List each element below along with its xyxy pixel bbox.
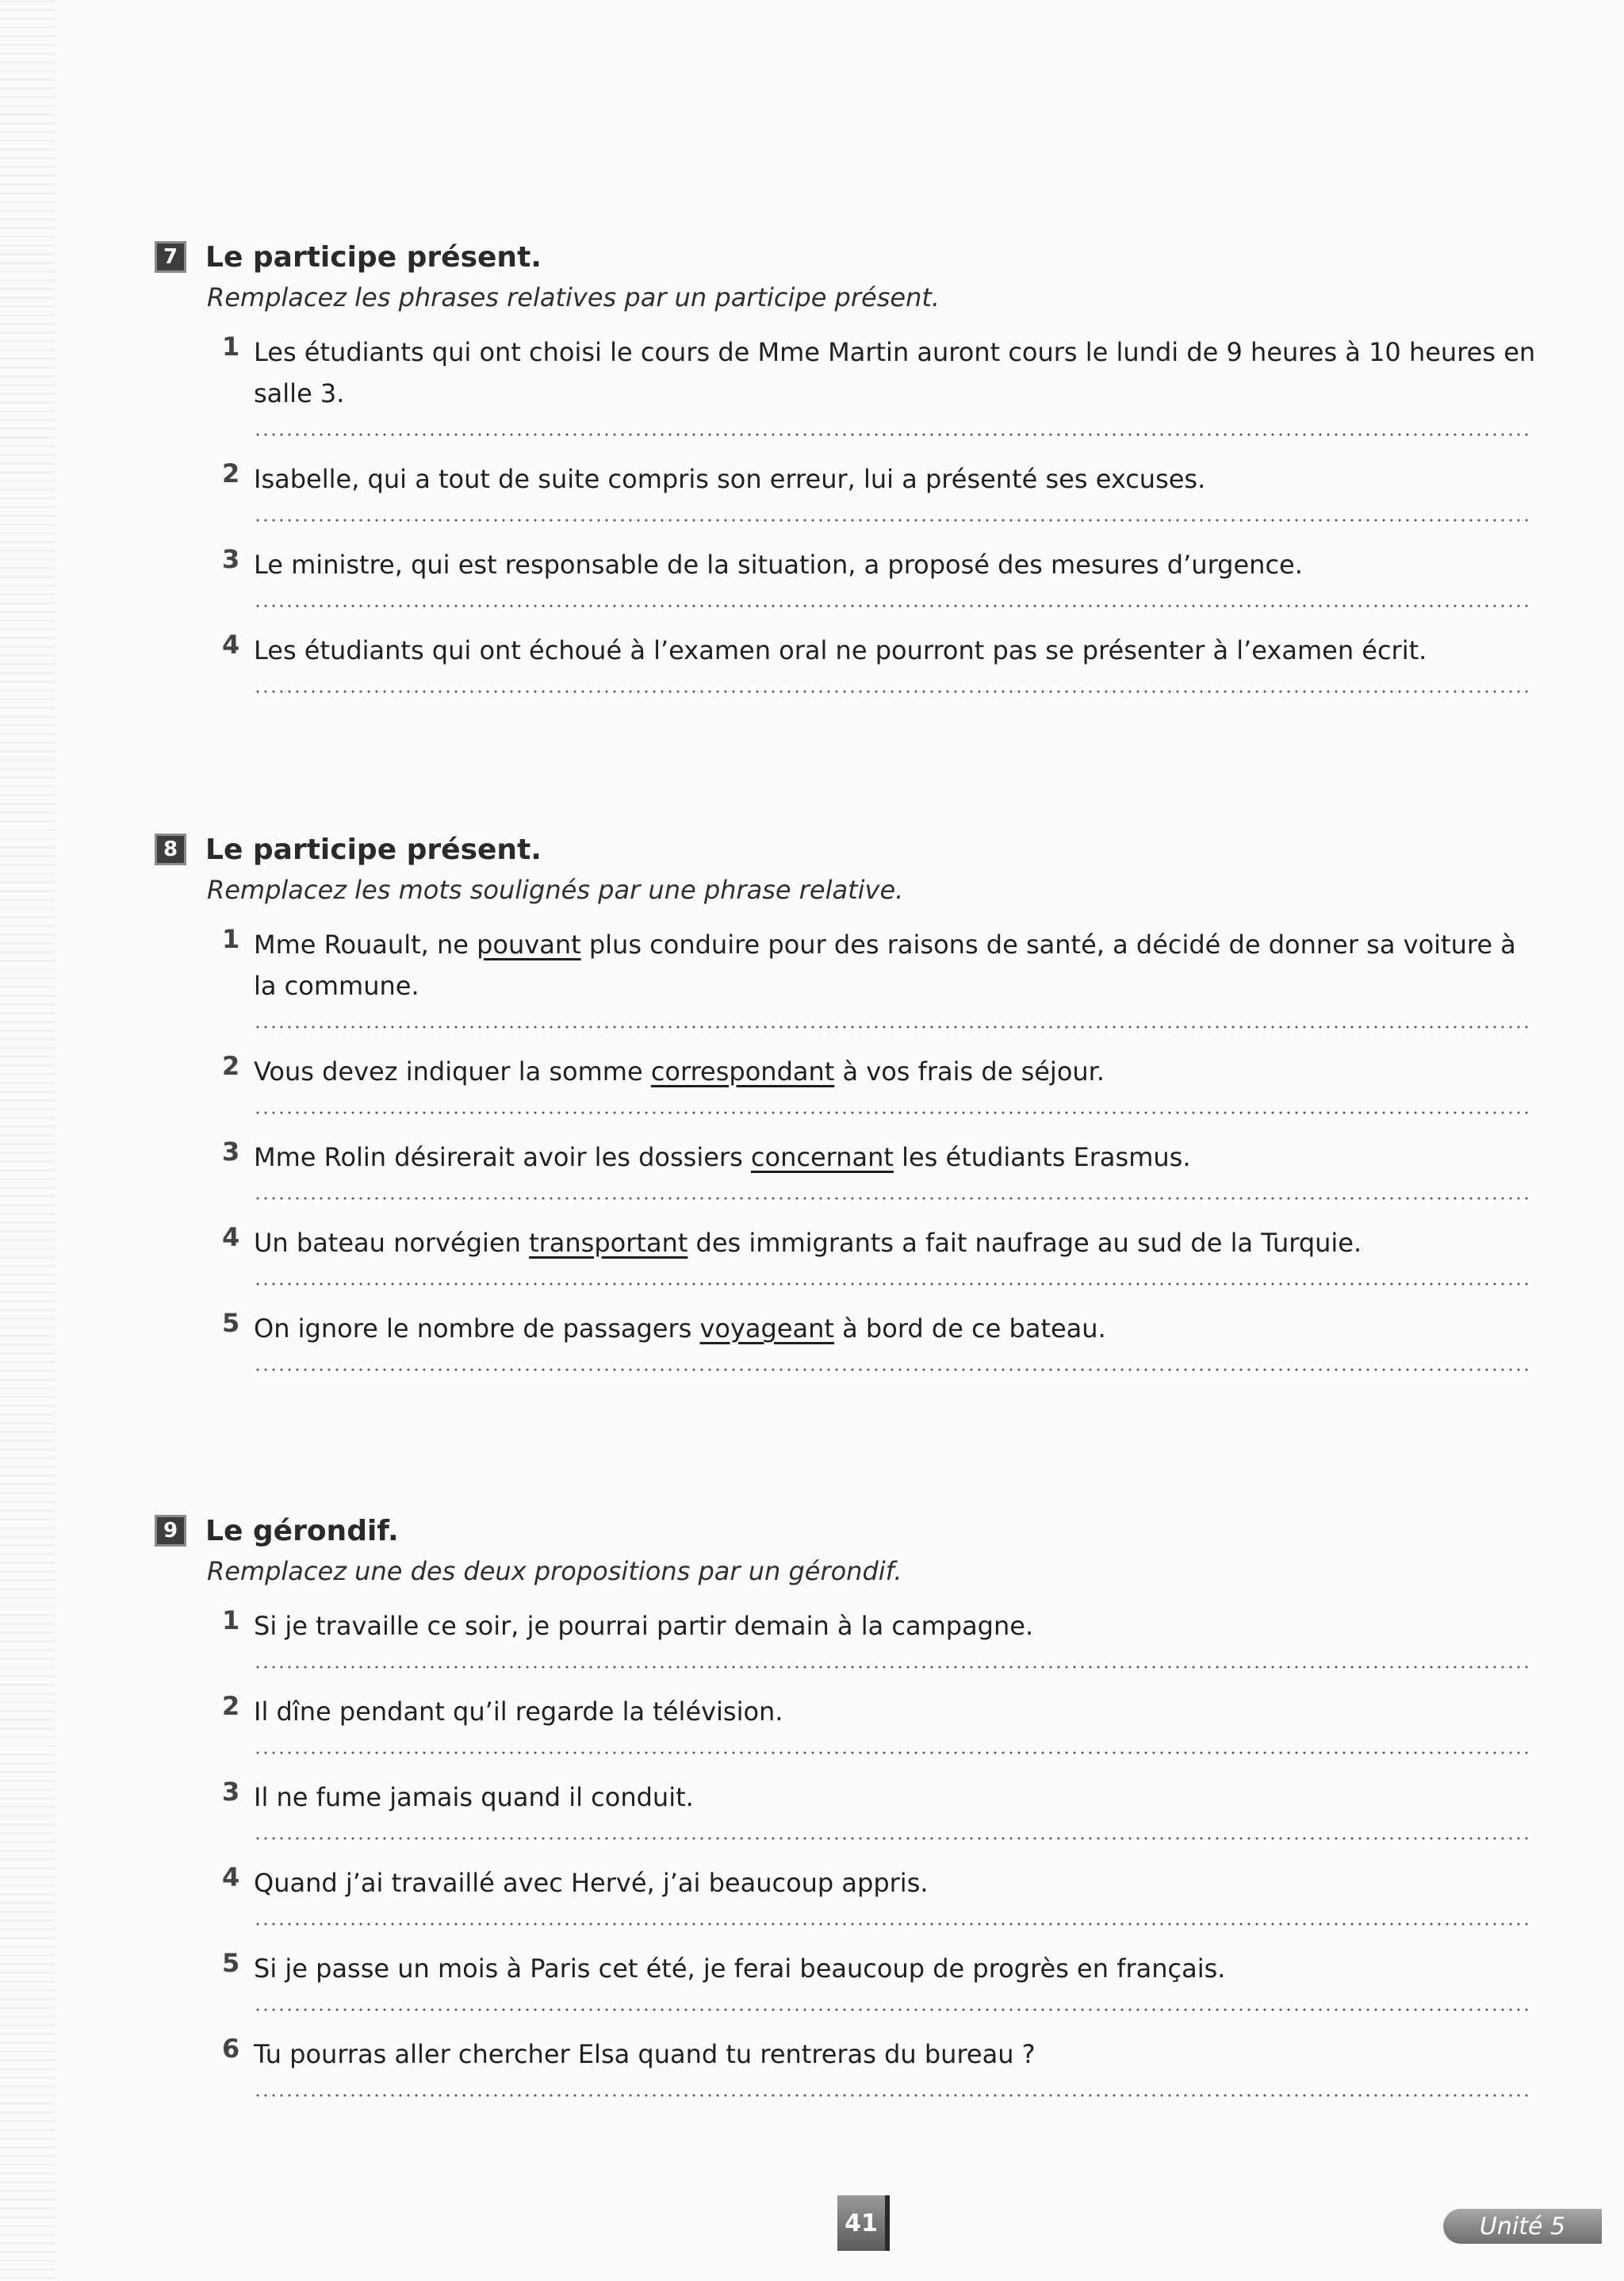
- item-number: 3: [222, 1777, 240, 1807]
- sentence-fragment: des immigrants a fait naufrage au sud de la Turquie.: [688, 1228, 1362, 1258]
- underlined-word: pouvant: [477, 930, 581, 960]
- sentence-fragment: Si je passe un mois à Paris cet été, je ferai beaucoup de progrès en français.: [254, 1953, 1226, 1984]
- item-sentence: [254, 1691, 1538, 1732]
- item-number: 4: [222, 1222, 240, 1252]
- item-number: 2: [222, 458, 240, 489]
- item-sentence: [254, 1777, 1538, 1818]
- answer-line[interactable]: [254, 1110, 1530, 1116]
- sentence-fragment: Vous devez indiquer la somme: [254, 1056, 651, 1087]
- underlined-word: correspondant: [650, 1056, 835, 1087]
- sentence-fragment: Si je travaille ce soir, je pourrai partir demain à la campagne.: [254, 1611, 1034, 1641]
- exercise-title: Le participe présent.: [205, 240, 542, 274]
- sentence-fragment: Il dîne pendant qu’il regarde la télévision.: [254, 1696, 783, 1727]
- exercise-items: [222, 1605, 1574, 2099]
- answer-line[interactable]: [254, 2007, 1530, 2013]
- exercise-instruction: Remplacez une des deux propositions par un gérondif.: [207, 1556, 902, 1586]
- item-sentence: [254, 630, 1538, 671]
- exercise-title: Le participe présent.: [205, 833, 542, 866]
- item-sentence: [254, 458, 1538, 500]
- item-number: 4: [222, 630, 240, 660]
- item-number: 3: [222, 544, 240, 574]
- exercise-item: [222, 1691, 1574, 1756]
- exercise-items: [222, 332, 1574, 695]
- exercise-item: [222, 1862, 1574, 1927]
- scan-edge-noise: [0, 0, 56, 2281]
- item-sentence: [254, 332, 1538, 414]
- item-number: 5: [222, 1308, 240, 1338]
- answer-line[interactable]: [254, 1664, 1530, 1670]
- item-number: 1: [222, 924, 240, 954]
- exercise-item: [222, 1051, 1574, 1116]
- item-sentence: [254, 1308, 1538, 1349]
- exercise-number-badge: 8: [155, 834, 186, 865]
- exercise-item: [222, 332, 1574, 438]
- sentence-fragment: Tu pourras aller chercher Elsa quand tu rentreras du bureau ?: [254, 2039, 1036, 2069]
- answer-line[interactable]: [254, 1281, 1530, 1287]
- exercise-header: [155, 1513, 1574, 1548]
- exercise-items: [222, 924, 1574, 1373]
- sentence-fragment: Les étudiants qui ont choisi le cours de Mme Martin auront cours le lundi de 9 heures à 10 heures en salle 3.: [254, 337, 1536, 408]
- sentence-fragment: à vos frais de séjour.: [834, 1056, 1105, 1087]
- exercise-item: [222, 630, 1574, 695]
- sentence-fragment: plus conduire pour des raisons de santé, a décidé de donner sa voiture à la commune.: [254, 930, 1516, 1001]
- exercise-8: [155, 832, 1574, 1394]
- item-number: 3: [222, 1137, 240, 1167]
- exercise-item: [222, 1222, 1574, 1287]
- sentence-fragment: Il ne fume jamais quand il conduit.: [254, 1782, 694, 1812]
- exercise-instruction: Remplacez les phrases relatives par un participe présent.: [207, 282, 940, 312]
- item-number: 6: [222, 2034, 240, 2064]
- answer-line[interactable]: [254, 1024, 1530, 1030]
- unit-badge: Unité 5: [1443, 2209, 1602, 2244]
- exercise-item: [222, 1308, 1574, 1373]
- exercise-header: [155, 832, 1574, 867]
- sentence-fragment: Quand j’ai travaillé avec Hervé, j’ai beaucoup appris.: [254, 1868, 929, 1898]
- answer-line[interactable]: [254, 1367, 1530, 1373]
- sentence-fragment: à bord de ce bateau.: [833, 1313, 1106, 1344]
- item-number: 1: [222, 332, 240, 362]
- item-sentence: [254, 544, 1538, 585]
- page-number: 41: [837, 2195, 890, 2251]
- item-number: 2: [222, 1691, 240, 1721]
- exercise-number-badge: 7: [155, 241, 186, 273]
- sentence-fragment: Le ministre, qui est responsable de la situation, a proposé des mesures d’urgence.: [254, 550, 1303, 580]
- sentence-fragment: les étudiants Erasmus.: [893, 1142, 1191, 1172]
- exercise-item: [222, 1777, 1574, 1842]
- item-sentence: [254, 1051, 1538, 1092]
- exercise-item: [222, 544, 1574, 609]
- answer-line[interactable]: [254, 1750, 1530, 1756]
- exercise-item: [222, 1605, 1574, 1670]
- exercise-item: [222, 924, 1574, 1030]
- item-sentence: [254, 1948, 1538, 1989]
- exercise-7: [155, 240, 1574, 715]
- exercise-instruction: Remplacez les mots soulignés par une phrase relative.: [207, 875, 904, 905]
- underlined-word: concernant: [750, 1142, 894, 1172]
- answer-line[interactable]: [254, 517, 1530, 523]
- answer-line[interactable]: [254, 1835, 1530, 1842]
- answer-line[interactable]: [254, 1195, 1530, 1202]
- item-number: 1: [222, 1605, 240, 1635]
- item-sentence: [254, 924, 1538, 1006]
- sentence-fragment: On ignore le nombre de passagers: [254, 1313, 700, 1344]
- underlined-word: voyageant: [699, 1313, 834, 1344]
- sentence-fragment: Isabelle, qui a tout de suite compris son erreur, lui a présenté ses excuses.: [254, 464, 1206, 494]
- exercise-item: [222, 1137, 1574, 1202]
- item-sentence: [254, 2034, 1538, 2075]
- underlined-word: transportant: [529, 1228, 688, 1258]
- answer-line[interactable]: [254, 2092, 1530, 2099]
- item-number: 5: [222, 1948, 240, 1978]
- exercise-item: [222, 2034, 1574, 2099]
- answer-line[interactable]: [254, 603, 1530, 609]
- answer-line[interactable]: [254, 431, 1530, 438]
- item-number: 2: [222, 1051, 240, 1081]
- answer-line[interactable]: [254, 688, 1530, 695]
- exercise-title: Le gérondif.: [205, 1514, 399, 1547]
- sentence-fragment: Mme Rolin désirerait avoir les dossiers: [254, 1142, 751, 1172]
- item-number: 4: [222, 1862, 240, 1892]
- sentence-fragment: Un bateau norvégien: [254, 1228, 530, 1258]
- exercise-header: [155, 240, 1574, 274]
- item-sentence: [254, 1137, 1538, 1178]
- item-sentence: [254, 1862, 1538, 1903]
- sentence-fragment: Les étudiants qui ont échoué à l’examen oral ne pourront pas se présenter à l’examen écrit.: [254, 635, 1427, 665]
- exercise-number-badge: 9: [155, 1515, 186, 1547]
- sentence-fragment: Mme Rouault, ne: [254, 930, 477, 960]
- answer-line[interactable]: [254, 1921, 1530, 1927]
- item-sentence: [254, 1222, 1538, 1263]
- exercise-item: [222, 458, 1574, 523]
- exercise-item: [222, 1948, 1574, 2013]
- exercise-9: [155, 1513, 1574, 2119]
- item-sentence: [254, 1605, 1538, 1647]
